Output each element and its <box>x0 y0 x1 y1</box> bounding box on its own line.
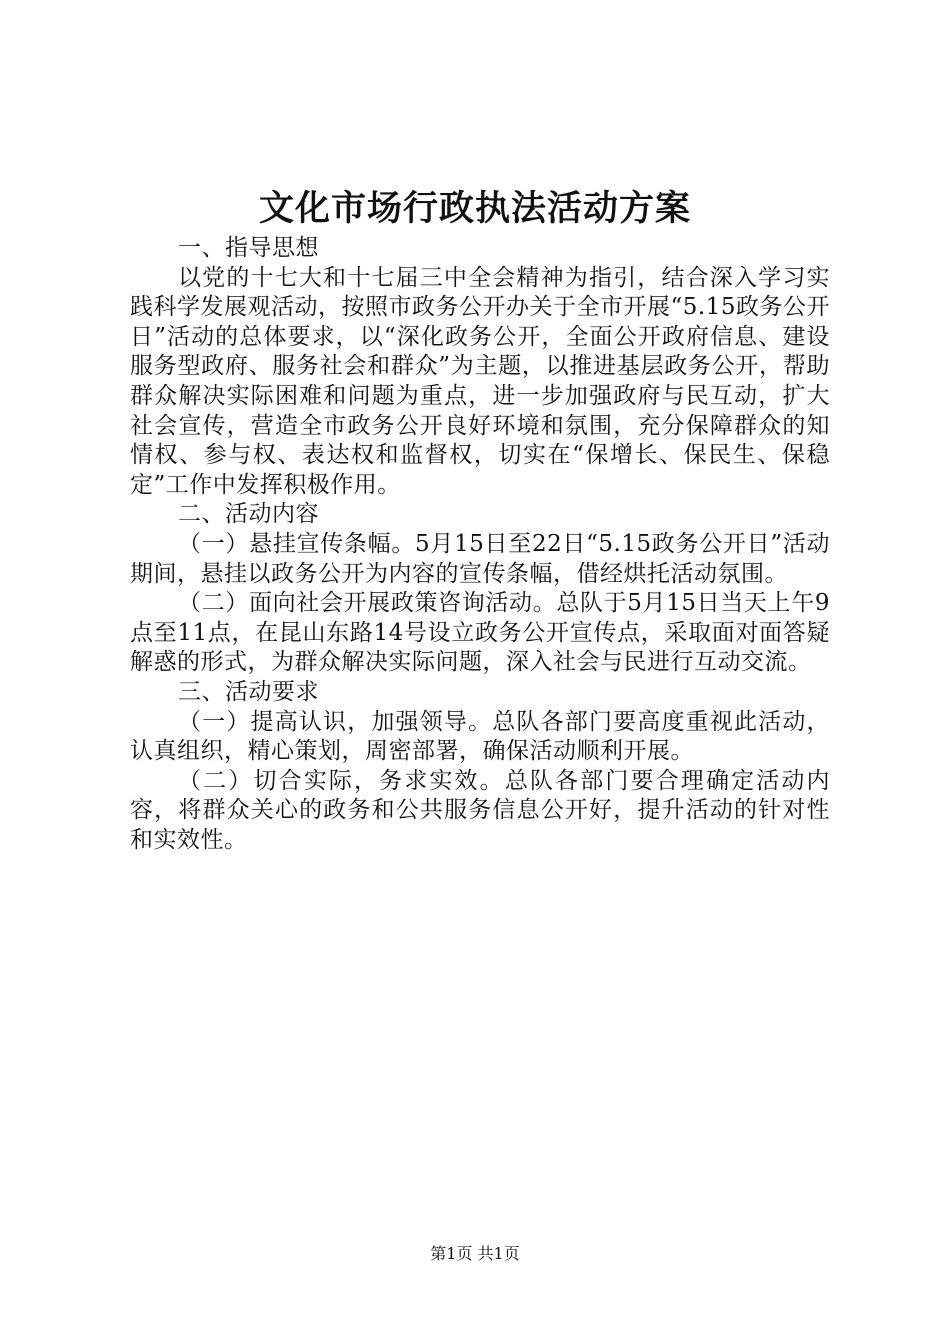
section-paragraph: （二）切合实际，务求实效。总队各部门要合理确定活动内容，将群众关心的政务和公共服务信息公开好，提升活动的针对性和实效性。 <box>130 767 830 853</box>
section-heading: 一、指导思想 <box>178 235 319 261</box>
section-paragraph: （二）面向社会开展政策咨询活动。总队于5月15日当天上午9点至11点，在昆山东路14号设立政务公开宣传点，采取面对面答疑解惑的形式，为群众解决实际问题，深入社会与民进行互动交流。 <box>130 590 830 676</box>
section-activity-requirements <box>130 678 830 856</box>
section-paragraph: 以党的十七大和十七届三中全会精神为指引，结合深入学习实践科学发展观活动，按照市政务公开办关于全市开展“5.15政务公开日”活动的总体要求，以“深化政务公开，全面公开政府信息、建设服务型政府、服务社会和群众”为主题，以推进基层政务公开，帮助群众解决实际困难和问题为重点，进一步加强政府与民互动，扩大社会宣传，营造全市政务公开良好环境和氛围，充分保障群众的知情权、参与权、表达权和监督权，切实在“保增长、保民生、保稳定”工作中发挥积极作用。 <box>130 264 830 498</box>
section-paragraph: （一）提高认识，加强领导。总队各部门要高度重视此活动，认真组织，精心策划，周密部署，确保活动顺利开展。 <box>130 708 830 765</box>
document-body <box>130 234 830 855</box>
section-guiding-thought <box>130 234 830 500</box>
section-activity-content <box>130 500 830 678</box>
section-paragraph: （一）悬挂宣传条幅。5月15日至22日“5.15政务公开日”活动期间，悬挂以政务公开为内容的宣传条幅，借经烘托活动氛围。 <box>130 530 830 587</box>
section-heading: 二、活动内容 <box>178 501 319 528</box>
page-number-footer: 第1页 共1页 <box>430 1244 520 1263</box>
section-heading: 三、活动要求 <box>178 678 319 705</box>
document-title: 文化市场行政执法活动方案 <box>258 188 691 229</box>
